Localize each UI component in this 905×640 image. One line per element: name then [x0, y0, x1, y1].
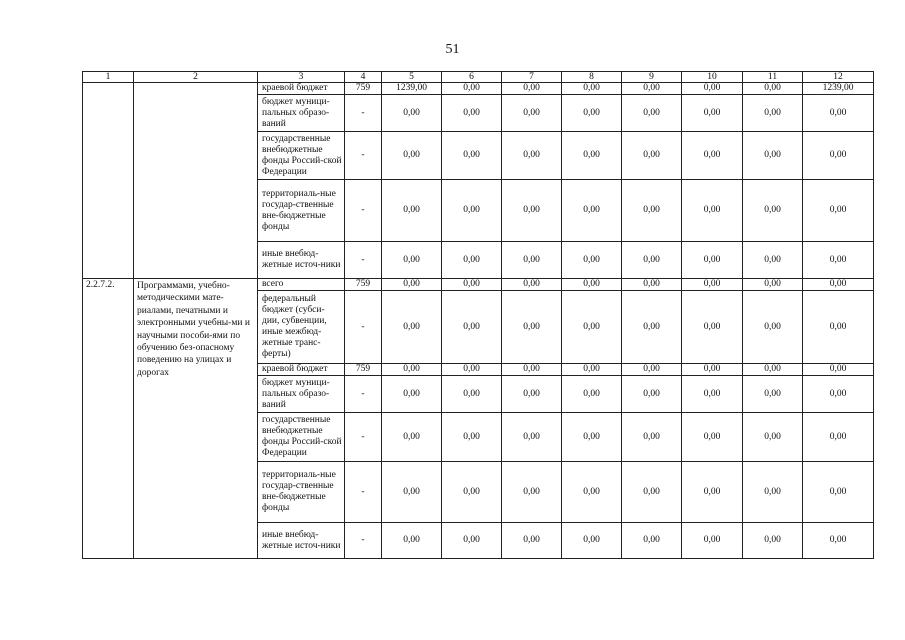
cell-col9: 0,00	[622, 523, 682, 559]
funding-source: государственные внебюджетные фонды Россий-ской Федерации	[258, 132, 345, 180]
cell-col11: 0,00	[743, 132, 803, 180]
cell-col11: 0,00	[743, 95, 803, 132]
header-cell: 5	[382, 72, 442, 83]
cell-col10: 0,00	[682, 132, 743, 180]
header-cell: 1	[83, 72, 134, 83]
cell-col12: 0,00	[803, 462, 874, 523]
cell-col6: 0,00	[442, 376, 502, 413]
cell-col12: 0,00	[803, 364, 874, 376]
cell-col5: 0,00	[382, 242, 442, 279]
cell-col9: 0,00	[622, 132, 682, 180]
header-cell: 9	[622, 72, 682, 83]
cell-col6: 0,00	[442, 364, 502, 376]
cell-col5: 0,00	[382, 523, 442, 559]
table-row	[83, 83, 874, 95]
cell-col10: 0,00	[682, 413, 743, 462]
cell-col7: 0,00	[502, 132, 562, 180]
cell-col4: -	[345, 376, 382, 413]
cell-col6: 0,00	[442, 279, 502, 291]
cell-col9: 0,00	[622, 242, 682, 279]
cell-col8: 0,00	[562, 180, 622, 242]
cell-col7: 0,00	[502, 413, 562, 462]
header-cell: 10	[682, 72, 743, 83]
cell-col5: 1239,00	[382, 83, 442, 95]
cell-col7: 0,00	[502, 291, 562, 364]
header-cell: 11	[743, 72, 803, 83]
cell-col6: 0,00	[442, 462, 502, 523]
cell-col8: 0,00	[562, 83, 622, 95]
cell-col10: 0,00	[682, 279, 743, 291]
cell-col10: 0,00	[682, 462, 743, 523]
cell-col6: 0,00	[442, 413, 502, 462]
cell-col7: 0,00	[502, 364, 562, 376]
cell-col12: 0,00	[803, 279, 874, 291]
cell-col9: 0,00	[622, 376, 682, 413]
cell-col5: 0,00	[382, 413, 442, 462]
cell-col5: 0,00	[382, 364, 442, 376]
cell-col4: -	[345, 132, 382, 180]
funding-source: иные внебюд-жетные источ-ники	[258, 523, 345, 559]
cell-col11: 0,00	[743, 242, 803, 279]
measure-name: Программами, учебно-методическими мате-риалами, печатными и электронными учебны-ми и научными пособи-ями по обучению без-опасному поведению на улицах и дорогах	[134, 279, 258, 559]
cell-col6: 0,00	[442, 132, 502, 180]
prev-code-cell	[83, 83, 134, 279]
cell-col4: -	[345, 180, 382, 242]
cell-col4: 759	[345, 83, 382, 95]
cell-col8: 0,00	[562, 413, 622, 462]
cell-col7: 0,00	[502, 462, 562, 523]
cell-col11: 0,00	[743, 376, 803, 413]
cell-col11: 0,00	[743, 180, 803, 242]
cell-col7: 0,00	[502, 279, 562, 291]
cell-col10: 0,00	[682, 291, 743, 364]
cell-col9: 0,00	[622, 413, 682, 462]
funding-source: краевой бюджет	[258, 364, 345, 376]
cell-col4: -	[345, 413, 382, 462]
cell-col8: 0,00	[562, 132, 622, 180]
cell-col5: 0,00	[382, 376, 442, 413]
cell-col8: 0,00	[562, 376, 622, 413]
cell-col12: 1239,00	[803, 83, 874, 95]
cell-col4: 759	[345, 364, 382, 376]
cell-col9: 0,00	[622, 180, 682, 242]
cell-col6: 0,00	[442, 523, 502, 559]
cell-col12: 0,00	[803, 132, 874, 180]
header-cell: 8	[562, 72, 622, 83]
header-cell: 6	[442, 72, 502, 83]
cell-col7: 0,00	[502, 523, 562, 559]
funding-source: территориаль-ные государ-ственные вне-бюджетные фонды	[258, 462, 345, 523]
cell-col7: 0,00	[502, 376, 562, 413]
cell-col8: 0,00	[562, 279, 622, 291]
header-cell: 2	[134, 72, 258, 83]
cell-col6: 0,00	[442, 95, 502, 132]
cell-col11: 0,00	[743, 83, 803, 95]
cell-col12: 0,00	[803, 242, 874, 279]
cell-col8: 0,00	[562, 462, 622, 523]
cell-col10: 0,00	[682, 523, 743, 559]
cell-col9: 0,00	[622, 279, 682, 291]
cell-col7: 0,00	[502, 95, 562, 132]
measure-code: 2.2.7.2.	[83, 279, 134, 559]
funding-source: краевой бюджет	[258, 83, 345, 95]
cell-col5: 0,00	[382, 95, 442, 132]
cell-col8: 0,00	[562, 242, 622, 279]
cell-col9: 0,00	[622, 364, 682, 376]
cell-col10: 0,00	[682, 376, 743, 413]
cell-col12: 0,00	[803, 523, 874, 559]
header-cell: 3	[258, 72, 345, 83]
funding-source: иные внебюд-жетные источ-ники	[258, 242, 345, 279]
cell-col12: 0,00	[803, 376, 874, 413]
funding-source: федеральный бюджет (субси-дии, субвенции, иные межбюд-жетные транс-ферты)	[258, 291, 345, 364]
cell-col10: 0,00	[682, 180, 743, 242]
cell-col5: 0,00	[382, 291, 442, 364]
cell-col9: 0,00	[622, 83, 682, 95]
cell-col6: 0,00	[442, 180, 502, 242]
funding-source: бюджет муници-пальных образо-ваний	[258, 95, 345, 132]
prev-name-cell	[134, 83, 258, 279]
cell-col9: 0,00	[622, 95, 682, 132]
cell-col5: 0,00	[382, 180, 442, 242]
cell-col11: 0,00	[743, 462, 803, 523]
cell-col11: 0,00	[743, 413, 803, 462]
cell-col10: 0,00	[682, 364, 743, 376]
cell-col4: -	[345, 95, 382, 132]
funding-source: всего	[258, 279, 345, 291]
cell-col6: 0,00	[442, 83, 502, 95]
cell-col8: 0,00	[562, 291, 622, 364]
cell-col8: 0,00	[562, 523, 622, 559]
funding-source: бюджет муници-пальных образо-ваний	[258, 376, 345, 413]
cell-col11: 0,00	[743, 523, 803, 559]
cell-col4: -	[345, 291, 382, 364]
cell-col5: 0,00	[382, 462, 442, 523]
cell-col11: 0,00	[743, 291, 803, 364]
funding-source: территориаль-ные государ-ственные вне-бюджетные фонды	[258, 180, 345, 242]
cell-col11: 0,00	[743, 364, 803, 376]
cell-col8: 0,00	[562, 364, 622, 376]
budget-table	[82, 71, 874, 559]
cell-col7: 0,00	[502, 83, 562, 95]
cell-col4: 759	[345, 279, 382, 291]
cell-col9: 0,00	[622, 291, 682, 364]
cell-col6: 0,00	[442, 242, 502, 279]
cell-col5: 0,00	[382, 279, 442, 291]
header-row	[83, 72, 874, 83]
cell-col4: -	[345, 242, 382, 279]
funding-source: государственные внебюджетные фонды Россий-ской Федерации	[258, 413, 345, 462]
cell-col10: 0,00	[682, 83, 743, 95]
cell-col7: 0,00	[502, 242, 562, 279]
cell-col12: 0,00	[803, 180, 874, 242]
cell-col10: 0,00	[682, 242, 743, 279]
cell-col5: 0,00	[382, 132, 442, 180]
page-number: 51	[445, 42, 460, 57]
cell-col12: 0,00	[803, 413, 874, 462]
cell-col6: 0,00	[442, 291, 502, 364]
header-cell: 12	[803, 72, 874, 83]
table-row	[83, 279, 874, 291]
cell-col12: 0,00	[803, 291, 874, 364]
cell-col8: 0,00	[562, 95, 622, 132]
header-cell: 4	[345, 72, 382, 83]
cell-col12: 0,00	[803, 95, 874, 132]
cell-col4: -	[345, 462, 382, 523]
cell-col11: 0,00	[743, 279, 803, 291]
header-cell: 7	[502, 72, 562, 83]
cell-col10: 0,00	[682, 95, 743, 132]
cell-col9: 0,00	[622, 462, 682, 523]
cell-col7: 0,00	[502, 180, 562, 242]
cell-col4: -	[345, 523, 382, 559]
